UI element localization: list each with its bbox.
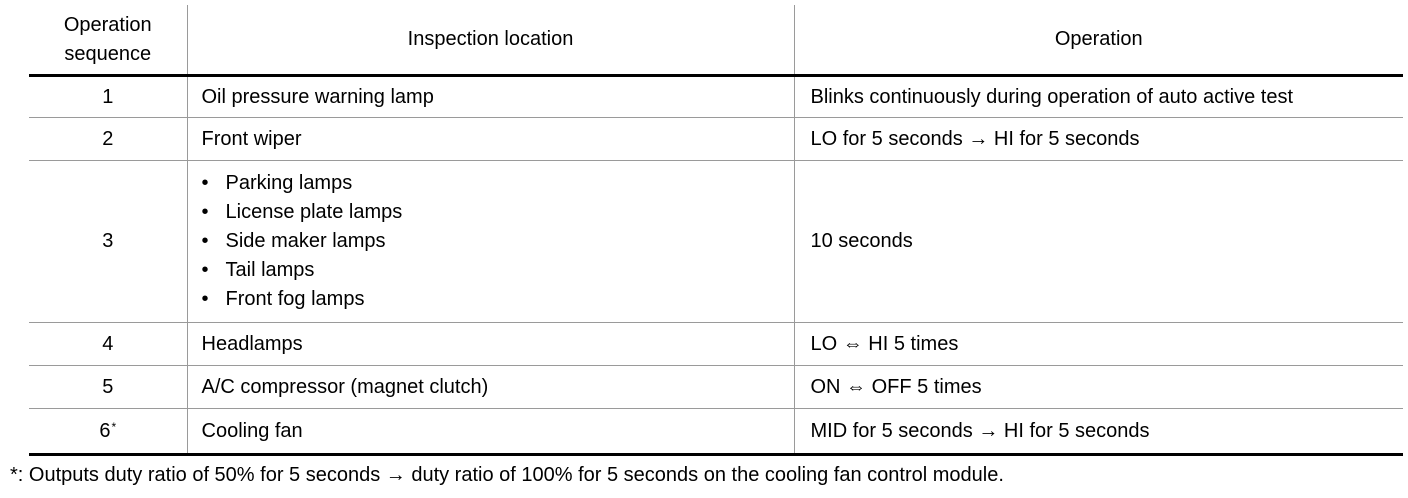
sequence-cell: 3 — [29, 161, 187, 323]
location-cell: Oil pressure warning lamp — [187, 76, 794, 118]
header-operation: Operation — [794, 5, 1403, 76]
table-header-row — [29, 5, 1403, 76]
table-row — [29, 161, 1403, 323]
bullet-icon: • — [201, 259, 209, 281]
operation-cell: LO ⇔ HI 5 times — [794, 323, 1403, 366]
table-row — [29, 118, 1403, 161]
list-item-label: Parking lamps — [225, 172, 353, 194]
list-item — [202, 285, 794, 314]
table-row — [29, 76, 1403, 118]
header-operation-sequence — [29, 5, 187, 76]
list-item — [202, 169, 794, 198]
table-row — [29, 323, 1403, 366]
header-sequence-line2: sequence — [64, 42, 152, 65]
list-item-label: Tail lamps — [225, 259, 315, 281]
footnote: *: Outputs duty ratio of 50% for 5 seconds → duty ratio of 100% for 5 seconds on the cooling fan control module. — [10, 464, 1004, 486]
sequence-cell — [29, 409, 187, 455]
list-item-label: Front fog lamps — [225, 288, 365, 310]
bullet-icon: • — [201, 288, 209, 310]
operation-cell: ON ⇔ OFF 5 times — [794, 366, 1403, 409]
operation-cell: LO for 5 seconds → HI for 5 seconds — [794, 118, 1403, 161]
header-sequence-line1: Operation — [63, 13, 152, 36]
list-item-label: License plate lamps — [225, 201, 403, 223]
bullet-icon: • — [201, 230, 209, 252]
location-cell: Cooling fan — [187, 409, 794, 455]
list-item — [202, 198, 794, 227]
footnote-marker: * — [111, 419, 117, 434]
bullet-icon: • — [201, 172, 209, 194]
location-cell: A/C compressor (magnet clutch) — [187, 366, 794, 409]
sequence-cell: 1 — [29, 76, 187, 118]
list-item-label: Side maker lamps — [225, 230, 386, 252]
operation-cell: MID for 5 seconds → HI for 5 seconds — [794, 409, 1403, 455]
table-row — [29, 409, 1403, 455]
sequence-cell: 2 — [29, 118, 187, 161]
list-item — [202, 227, 794, 256]
table-row — [29, 366, 1403, 409]
location-cell — [187, 161, 794, 323]
operation-cell: 10 seconds — [794, 161, 1403, 323]
header-inspection-location: Inspection location — [187, 5, 794, 76]
sequence-number: 6 — [99, 419, 111, 442]
sequence-cell: 5 — [29, 366, 187, 409]
location-cell: Front wiper — [187, 118, 794, 161]
location-bullet-list — [202, 169, 794, 314]
list-item — [202, 256, 794, 285]
sequence-cell: 4 — [29, 323, 187, 366]
auto-active-test-table — [29, 5, 1403, 456]
operation-cell: Blinks continuously during operation of auto active test — [794, 76, 1403, 118]
location-cell: Headlamps — [187, 323, 794, 366]
bullet-icon: • — [201, 201, 209, 223]
